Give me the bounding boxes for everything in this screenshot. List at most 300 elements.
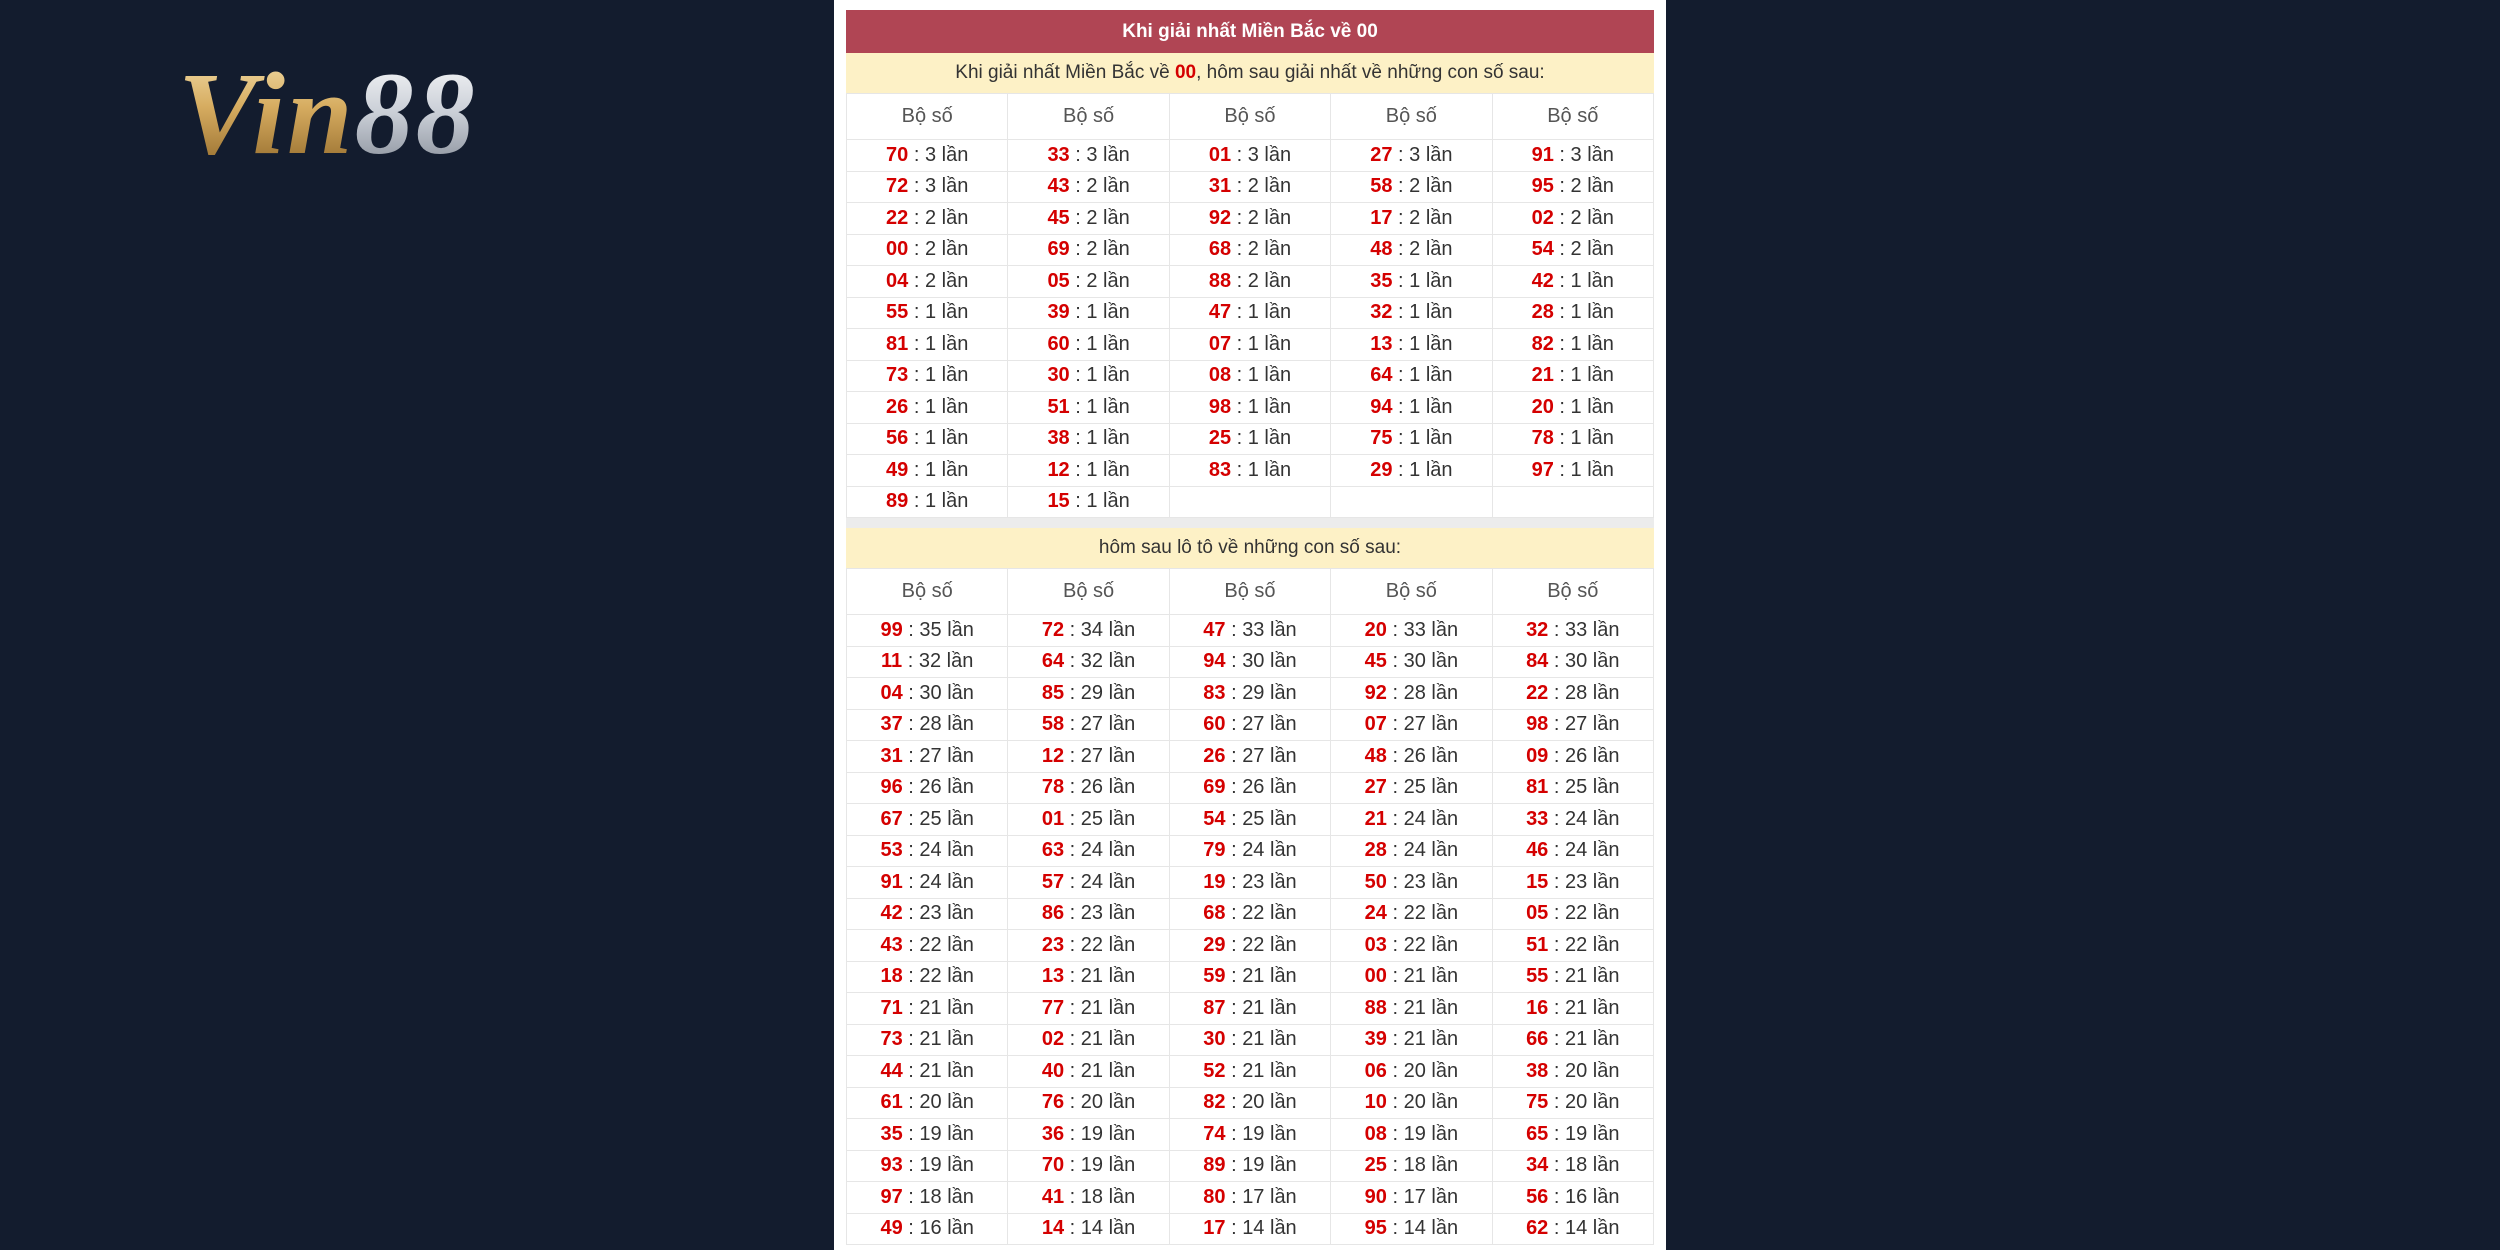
occurrence-count: 23: [919, 902, 942, 925]
table-cell: [847, 993, 1008, 1025]
count-unit: lần: [1258, 332, 1292, 355]
table-cell: [1331, 835, 1492, 867]
table-cell: [1169, 1056, 1330, 1088]
count-unit: lần: [1097, 143, 1130, 166]
lottery-number: 97: [1531, 458, 1554, 481]
occurrence-count: 2: [1247, 269, 1259, 292]
occurrence-count: 32: [1080, 650, 1104, 673]
count-unit: lần: [1425, 965, 1459, 988]
occurrence-count: 2: [1570, 238, 1582, 261]
separator: :: [902, 713, 920, 736]
lottery-number: 13: [1041, 965, 1065, 988]
occurrence-count: 32: [918, 650, 942, 673]
lottery-number: 67: [880, 807, 903, 830]
separator: :: [1225, 870, 1243, 893]
separator: :: [1069, 395, 1087, 418]
table-cell: [1331, 1087, 1492, 1119]
lottery-number: 71: [880, 996, 903, 1019]
count-unit: lần: [941, 744, 974, 767]
occurrence-count: 1: [1409, 269, 1421, 292]
table-row: [847, 930, 1654, 962]
separator: :: [1064, 1154, 1081, 1177]
occurrence-count: 24: [1242, 839, 1265, 862]
occurrence-count: 33: [1564, 618, 1588, 641]
table-cell: [1008, 867, 1169, 899]
count-unit: lần: [1103, 1059, 1136, 1082]
table-cell: [1008, 1119, 1169, 1151]
count-unit: lần: [1420, 238, 1453, 261]
table-cell: [1169, 266, 1330, 298]
table-cell: [1008, 1182, 1169, 1214]
separator: :: [1386, 1217, 1404, 1240]
separator: :: [1064, 681, 1081, 704]
occurrence-count: 18: [1564, 1154, 1588, 1177]
separator: :: [1069, 490, 1087, 513]
count-unit: lần: [1258, 175, 1292, 198]
table-row: [847, 392, 1654, 424]
separator: :: [1548, 839, 1565, 862]
occurrence-count: 19: [1080, 1154, 1104, 1177]
separator: :: [1392, 395, 1410, 418]
count-unit: lần: [1587, 744, 1620, 767]
count-unit: lần: [1258, 427, 1292, 450]
count-unit: lần: [941, 1059, 974, 1082]
table-header-row: [847, 569, 1654, 615]
occurrence-count: 2: [1570, 175, 1582, 198]
separator: :: [1553, 364, 1571, 387]
table-cell: [1331, 171, 1492, 203]
table-cell: [1008, 329, 1169, 361]
separator: :: [1386, 776, 1404, 799]
table-cell: [1492, 646, 1653, 678]
count-unit: lần: [941, 839, 974, 862]
lottery-number: 23: [1041, 933, 1065, 956]
count-unit: lần: [1097, 175, 1130, 198]
occurrence-count: 1: [924, 395, 937, 418]
count-unit: lần: [1264, 1091, 1297, 1114]
table-cell: [1331, 646, 1492, 678]
count-unit: lần: [941, 996, 974, 1019]
lottery-number: 06: [1364, 1059, 1387, 1082]
separator: :: [1392, 332, 1410, 355]
occurrence-count: 14: [1403, 1217, 1426, 1240]
lottery-number: 87: [1203, 996, 1226, 1019]
lottery-number: 34: [1526, 1154, 1549, 1177]
separator: :: [1064, 933, 1081, 956]
lottery-number: 09: [1526, 744, 1549, 767]
table-row: [847, 1119, 1654, 1151]
count-unit: lần: [1097, 395, 1130, 418]
lottery-number: 51: [1526, 933, 1549, 956]
lottery-number: 07: [1364, 713, 1387, 736]
lottery-number: 38: [1047, 427, 1070, 450]
separator: :: [1548, 1028, 1565, 1051]
lottery-number: 37: [880, 713, 903, 736]
separator: :: [1225, 681, 1243, 704]
separator: :: [1386, 681, 1404, 704]
table-cell: [1492, 678, 1653, 710]
table-cell: [1008, 898, 1169, 930]
table-cell: [1008, 486, 1169, 518]
table-cell: [1492, 297, 1653, 329]
separator: :: [1064, 807, 1081, 830]
occurrence-count: 30: [919, 681, 942, 704]
lottery-number: 95: [1531, 175, 1554, 198]
separator: :: [1069, 238, 1087, 261]
table-row: [847, 455, 1654, 487]
occurrence-count: 1: [1086, 490, 1098, 513]
count-unit: lần: [1587, 870, 1620, 893]
separator: :: [1225, 1028, 1243, 1051]
separator: :: [902, 1091, 920, 1114]
separator: :: [902, 1028, 920, 1051]
section1-heading-prefix: Khi giải nhất Miền Bắc về: [955, 62, 1175, 83]
count-unit: lần: [1264, 744, 1297, 767]
count-unit: lần: [941, 807, 974, 830]
table-cell: [1169, 1182, 1330, 1214]
table-cell: [847, 455, 1008, 487]
separator: :: [1386, 650, 1404, 673]
occurrence-count: 21: [919, 996, 942, 1019]
separator: :: [1553, 395, 1571, 418]
separator: :: [902, 1059, 920, 1082]
occurrence-count: 1: [1409, 301, 1421, 324]
occurrence-count: 22: [1242, 902, 1265, 925]
separator: :: [1386, 996, 1404, 1019]
count-unit: lần: [1420, 269, 1453, 292]
occurrence-count: 18: [1403, 1154, 1426, 1177]
table-cell: [1331, 678, 1492, 710]
lottery-number: 36: [1041, 1122, 1065, 1145]
lottery-number: 60: [1047, 332, 1070, 355]
separator: :: [1231, 332, 1248, 355]
table-cell: [1169, 297, 1330, 329]
lottery-number: 15: [1047, 490, 1070, 513]
separator: :: [908, 332, 925, 355]
occurrence-count: 25: [1242, 807, 1265, 830]
section1-heading: [846, 53, 1654, 93]
table-cell: [1492, 898, 1653, 930]
separator: :: [1225, 902, 1243, 925]
separator: :: [1225, 1091, 1243, 1114]
table-row: [847, 709, 1654, 741]
occurrence-count: 2: [1409, 238, 1421, 261]
occurrence-count: 26: [1242, 776, 1265, 799]
lottery-number: 42: [1531, 269, 1554, 292]
lottery-number: 03: [1364, 933, 1387, 956]
table-cell: [1331, 741, 1492, 773]
occurrence-count: 2: [1086, 238, 1098, 261]
occurrence-count: 18: [1080, 1185, 1104, 1208]
separator: :: [1225, 618, 1243, 641]
lottery-number: 40: [1041, 1059, 1065, 1082]
lottery-number: 75: [1526, 1091, 1549, 1114]
count-unit: lần: [1264, 681, 1297, 704]
lottery-number: 01: [1208, 143, 1232, 166]
count-unit: lần: [941, 1091, 974, 1114]
separator: :: [902, 650, 919, 673]
count-unit: lần: [1581, 238, 1614, 261]
lottery-number: 86: [1041, 902, 1065, 925]
table-cell: [1331, 1213, 1492, 1245]
occurrence-count: 1: [924, 427, 937, 450]
lottery-number: 95: [1364, 1217, 1387, 1240]
count-unit: lần: [1264, 1122, 1297, 1145]
count-unit: lần: [941, 870, 974, 893]
count-unit: lần: [1581, 395, 1614, 418]
table-cell: [1008, 646, 1169, 678]
lottery-number: 43: [880, 933, 903, 956]
table-cell: [1008, 835, 1169, 867]
count-unit: lần: [1587, 933, 1620, 956]
table-row: [847, 961, 1654, 993]
table-row: [847, 234, 1654, 266]
separator: :: [902, 933, 920, 956]
table-cell: [1008, 266, 1169, 298]
lottery-number: 47: [1203, 618, 1226, 641]
separator: :: [1553, 175, 1571, 198]
count-unit: lần: [941, 1185, 974, 1208]
separator: :: [1231, 458, 1248, 481]
separator: :: [1548, 870, 1565, 893]
lottery-number: 96: [880, 776, 903, 799]
occurrence-count: 16: [1564, 1185, 1588, 1208]
count-unit: lần: [1258, 301, 1292, 324]
separator: :: [1069, 364, 1087, 387]
table-cell: [1492, 993, 1653, 1025]
count-unit: lần: [1425, 1154, 1459, 1177]
table-cell: [1331, 772, 1492, 804]
count-unit: lần: [1103, 713, 1136, 736]
table-cell: [1492, 1056, 1653, 1088]
table-cell: [847, 961, 1008, 993]
lottery-number: 72: [886, 175, 909, 198]
occurrence-count: 20: [1564, 1091, 1588, 1114]
occurrence-count: 22: [1242, 933, 1265, 956]
count-unit: lần: [1420, 332, 1453, 355]
count-unit: lần: [1587, 1028, 1620, 1051]
separator: :: [902, 807, 920, 830]
count-unit: lần: [936, 238, 969, 261]
lottery-number: 19: [1203, 870, 1226, 893]
count-unit: lần: [1103, 681, 1136, 704]
occurrence-count: 28: [1564, 681, 1588, 704]
table-cell: [1169, 867, 1330, 899]
separator: :: [902, 1185, 920, 1208]
count-unit: lần: [1420, 364, 1453, 387]
table-row: [847, 804, 1654, 836]
lottery-number: 78: [1041, 776, 1065, 799]
occurrence-count: 24: [1080, 870, 1104, 893]
occurrence-count: 35: [919, 618, 942, 641]
count-unit: lần: [1587, 618, 1620, 641]
count-unit: lần: [1258, 395, 1292, 418]
separator: :: [1064, 1091, 1081, 1114]
count-unit: lần: [941, 681, 974, 704]
count-unit: lần: [1103, 807, 1136, 830]
lottery-number: 99: [880, 618, 903, 641]
vin88-logo[interactable]: [178, 48, 477, 179]
occurrence-count: 21: [919, 1059, 942, 1082]
next-day-loto-table: [846, 568, 1654, 1245]
separator: :: [1386, 1091, 1404, 1114]
table-row: [847, 993, 1654, 1025]
table-cell: [1331, 709, 1492, 741]
separator: :: [1386, 933, 1404, 956]
occurrence-count: 21: [1564, 996, 1588, 1019]
lottery-number: 30: [1047, 364, 1070, 387]
table-cell: [847, 1150, 1008, 1182]
table-cell: [1331, 392, 1492, 424]
separator: :: [1225, 839, 1243, 862]
lottery-number: 02: [1531, 206, 1554, 229]
table-cell: [847, 171, 1008, 203]
occurrence-count: 25: [1080, 807, 1104, 830]
lottery-number: 46: [1526, 839, 1549, 862]
table-row: [847, 741, 1654, 773]
table-cell: [1008, 961, 1169, 993]
count-unit: lần: [941, 965, 974, 988]
count-unit: lần: [1587, 902, 1620, 925]
separator: :: [908, 490, 925, 513]
lottery-number: 66: [1526, 1028, 1549, 1051]
occurrence-count: 33: [1403, 618, 1426, 641]
occurrence-count: 1: [1409, 458, 1421, 481]
table-row: [847, 678, 1654, 710]
occurrence-count: 3: [924, 175, 937, 198]
lottery-number: 60: [1203, 713, 1226, 736]
lottery-number: 54: [1531, 238, 1554, 261]
separator: :: [908, 269, 925, 292]
separator: :: [902, 776, 920, 799]
lottery-number: 04: [880, 681, 903, 704]
count-unit: lần: [1103, 870, 1136, 893]
count-unit: lần: [1425, 744, 1459, 767]
occurrence-count: 24: [1403, 839, 1426, 862]
count-unit: lần: [1581, 175, 1614, 198]
count-unit: lần: [1425, 1028, 1459, 1051]
occurrence-count: 1: [1409, 427, 1421, 450]
lottery-number: 51: [1047, 395, 1070, 418]
table-cell: [1169, 329, 1330, 361]
count-unit: lần: [1258, 458, 1292, 481]
table-cell: [1331, 993, 1492, 1025]
table-cell: [1331, 898, 1492, 930]
table-cell: [847, 234, 1008, 266]
separator: :: [1064, 776, 1081, 799]
count-unit: lần: [1581, 301, 1614, 324]
next-day-special-table: [846, 93, 1654, 518]
occurrence-count: 1: [1247, 301, 1259, 324]
count-unit: lần: [1103, 965, 1136, 988]
count-unit: lần: [1425, 1091, 1459, 1114]
lottery-number: 26: [886, 395, 909, 418]
count-unit: lần: [1097, 238, 1130, 261]
separator: :: [1548, 681, 1565, 704]
count-unit: lần: [1264, 1154, 1297, 1177]
table-cell: [1492, 266, 1653, 298]
lottery-number: 33: [1526, 807, 1549, 830]
separator: :: [1386, 1154, 1404, 1177]
table-cell: [1331, 203, 1492, 235]
lottery-number: 21: [1364, 807, 1387, 830]
count-unit: lần: [1264, 1185, 1297, 1208]
table-cell: [1492, 615, 1653, 647]
occurrence-count: 2: [1086, 175, 1098, 198]
table-cell: [1492, 171, 1653, 203]
lottery-number: 49: [886, 458, 909, 481]
separator: :: [1225, 965, 1243, 988]
separator: :: [1064, 1122, 1081, 1145]
table-header-row: [847, 94, 1654, 140]
table-cell: [1492, 360, 1653, 392]
table-cell: [847, 898, 1008, 930]
lottery-number: 83: [1208, 458, 1232, 481]
occurrence-count: 22: [1080, 933, 1104, 956]
count-unit: lần: [1420, 143, 1453, 166]
occurrence-count: 3: [1570, 143, 1582, 166]
separator: :: [1069, 206, 1087, 229]
count-unit: lần: [1258, 206, 1292, 229]
table-cell: [1169, 203, 1330, 235]
table-cell: [1008, 1024, 1169, 1056]
separator: :: [1069, 332, 1087, 355]
separator: :: [1069, 458, 1087, 481]
occurrence-count: 33: [1242, 618, 1265, 641]
occurrence-count: 26: [1564, 744, 1588, 767]
occurrence-count: 1: [1570, 332, 1582, 355]
table-row: [847, 772, 1654, 804]
table-cell: [1008, 203, 1169, 235]
occurrence-count: 28: [919, 713, 942, 736]
panel-title: [846, 10, 1654, 53]
lottery-number: 76: [1041, 1091, 1065, 1114]
count-unit: lần: [1425, 996, 1459, 1019]
occurrence-count: 3: [924, 143, 937, 166]
lottery-number: 17: [1370, 206, 1393, 229]
occurrence-count: 3: [1247, 143, 1259, 166]
count-unit: lần: [1097, 364, 1130, 387]
count-unit: lần: [1420, 458, 1453, 481]
table-cell: [1492, 867, 1653, 899]
table-cell: [1169, 1119, 1330, 1151]
occurrence-count: 17: [1242, 1185, 1265, 1208]
panel-title-number: 00: [1356, 21, 1378, 42]
lottery-number: 59: [1203, 965, 1226, 988]
count-unit: lần: [1425, 1122, 1459, 1145]
occurrence-count: 16: [919, 1217, 942, 1240]
separator: :: [908, 427, 925, 450]
occurrence-count: 26: [1080, 776, 1104, 799]
occurrence-count: 27: [1403, 713, 1426, 736]
table-row: [847, 423, 1654, 455]
separator: :: [1392, 206, 1410, 229]
occurrence-count: 28: [1403, 681, 1426, 704]
count-unit: lần: [1587, 807, 1620, 830]
table-cell: [1169, 835, 1330, 867]
count-unit: lần: [1103, 1122, 1136, 1145]
table-cell: [1169, 678, 1330, 710]
table-cell: [847, 646, 1008, 678]
lottery-number: 69: [1047, 238, 1070, 261]
occurrence-count: 1: [924, 332, 937, 355]
table-cell: [1169, 741, 1330, 773]
table-cell: [1331, 1119, 1492, 1151]
count-unit: lần: [936, 458, 969, 481]
table-cell: [1492, 203, 1653, 235]
lottery-number: 79: [1203, 839, 1226, 862]
table-cell: [1492, 772, 1653, 804]
